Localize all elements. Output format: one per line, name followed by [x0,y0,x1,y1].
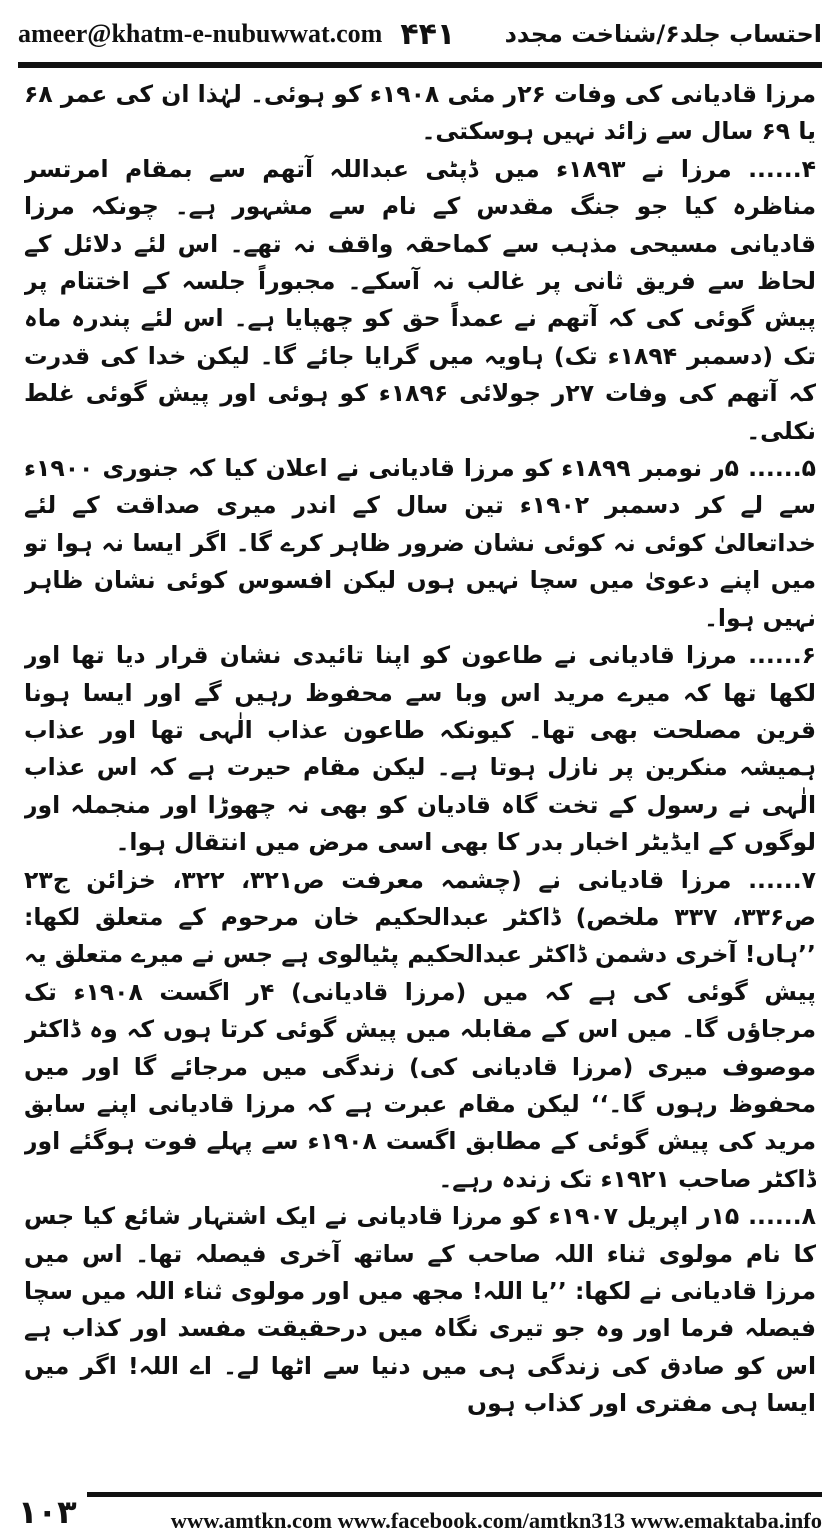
paragraph-2: ۴...... مرزا نے ۱۸۹۳ء میں ڈپٹی عبداللہ آتھم سے بمقام امرتسر مناظرہ کیا جو جنگ مقدس کے نام سے مشہور ہے۔ چونکہ مرزا قادیانی مسیحی مذہب سے کماحقہ واقف نہ تھے۔ اس لئے دلائل کے لحاظ سے فریق ثانی پر غالب نہ آسکے۔ مجبوراً جلسہ کے اختتام پر پیش گوئی کی کہ آتھم نے عمداً حق کو چھپایا ہے۔ اس لئے پندرہ ماہ تک (دسمبر ۱۸۹۴ء تک) ہاویہ میں گرایا جائے گا۔ لیکن خدا کی قدرت کہ آتھم کی وفات ۲۷ر جولائی ۱۸۹۶ء کو ہوئی اور پیش گوئی غلط نکلی۔ [24,154,816,445]
paragraph-3: ۵...... ۵ر نومبر ۱۸۹۹ء کو مرزا قادیانی نے اعلان کیا کہ جنوری ۱۹۰۰ء سے لے کر دسمبر ۱۹۰۲ء تین سال کے اندر میری صداقت کے لئے خداتعالیٰ کوئی نہ کوئی نشان ضرور ظاہر کرے گا۔ اگر ایسا نہ ہوا تو میں اپنے دعویٰ میں سچا نہیں ہوں لیکن افسوس کوئی نشان ظاہر نہیں ہوا۔ [24,454,816,632]
footer-bar [87,1490,822,1534]
paragraph-4: ۶...... مرزا قادیانی نے طاعون کو اپنا تائیدی نشان قرار دیا تھا اور لکھا تھا کہ میرے مرید اس وبا سے محفوظ رہیں گے اور ایسا ہونا قرین مصلحت بھی تھا۔ کیونکہ طاعون عذاب الٰہی تھا اور عذاب ہمیشہ منکرین پر نازل ہوتا ہے۔ لیکن مقام حیرت ہے کہ اس عذاب الٰہی نے رسول کے تخت گاہ قادیان کو بھی نہ چھوڑا اور منجملہ اور لوگوں کے ایڈیٹر اخبار بدر کا بھی اسی مرض میں انتقال ہوا۔ [24,641,816,857]
header-page-number: ۴۴۱ [400,16,456,52]
paragraph-6: ۸...... ۱۵ر اپریل ۱۹۰۷ء کو مرزا قادیانی نے ایک اشتہار شائع کیا جس کا نام مولوی ثناء اللہ صاحب کے ساتھ آخری فیصلہ تھا۔ اس میں مرزا قادیانی نے لکھا: ’’یا اللہ! مجھ میں اور مولوی ثناء اللہ میں سچا فیصلہ فرما اور وہ جو تیری نگاہ میں درحقیقت مفسد اور کذاب ہے اس کو صادق کی زندگی ہی میں دنیا سے اٹھا لے۔ اے اللہ! اگر میں ایسا ہی مفتری اور کذاب ہوں [24,1202,816,1418]
page-header [18,10,822,58]
header-email: ameer@khatm-e-nubuwwat.com [18,19,383,48]
page-footer [18,1490,822,1534]
document-body [24,76,816,1442]
footer-rule [87,1492,822,1497]
header-left [18,17,455,52]
footer-page-number: ۱۰۳ [18,1493,77,1531]
paragraph-5: ۷...... مرزا قادیانی نے (چشمہ معرفت ص۳۲۱، ۳۲۲، خزائن ج۲۳ ص۳۳۶، ۳۳۷ ملخص) ڈاکٹر عبدالحکیم خان مرحوم کے متعلق لکھا: ’’ہاں! آخری دشمن ڈاکٹر عبدالحکیم پٹیالوی ہے جس نے میرے متعلق یہ پیش گوئی کی ہے کہ میں (مرزا قادیانی) ۴ر اگست ۱۹۰۸ء تک مرجاؤں گا۔ میں اس کے مقابلہ میں پیش گوئی کرتا ہوں کہ وہ ڈاکٹر موصوف میری (مرزا قادیانی کی) زندگی میں مرجائے گا اور میں محفوظ رہوں گا۔‘‘ لیکن مقام عبرت ہے کہ مرزا قادیانی اپنے سابق مرید کی پیش گوئی کے مطابق اگست ۱۹۰۸ء سے پہلے فوت ہوگئے اور ڈاکٹر صاحب ۱۹۲۱ء تک زندہ رہے۔ [24,865,816,1193]
running-title: احتساب جلد۶/شناخت مجدد [504,20,822,48]
footer-links[interactable]: www.amtkn.com www.facebook.com/amtkn313 www.emaktaba.info [170,1508,822,1533]
header-rule [18,62,822,68]
paragraph-1: مرزا قادیانی کی وفات ۲۶ر مئی ۱۹۰۸ء کو ہوئی۔ لہٰذا ان کی عمر ۶۸ یا ۶۹ سال سے زائد نہیں ہوسکتی۔ [24,80,816,146]
